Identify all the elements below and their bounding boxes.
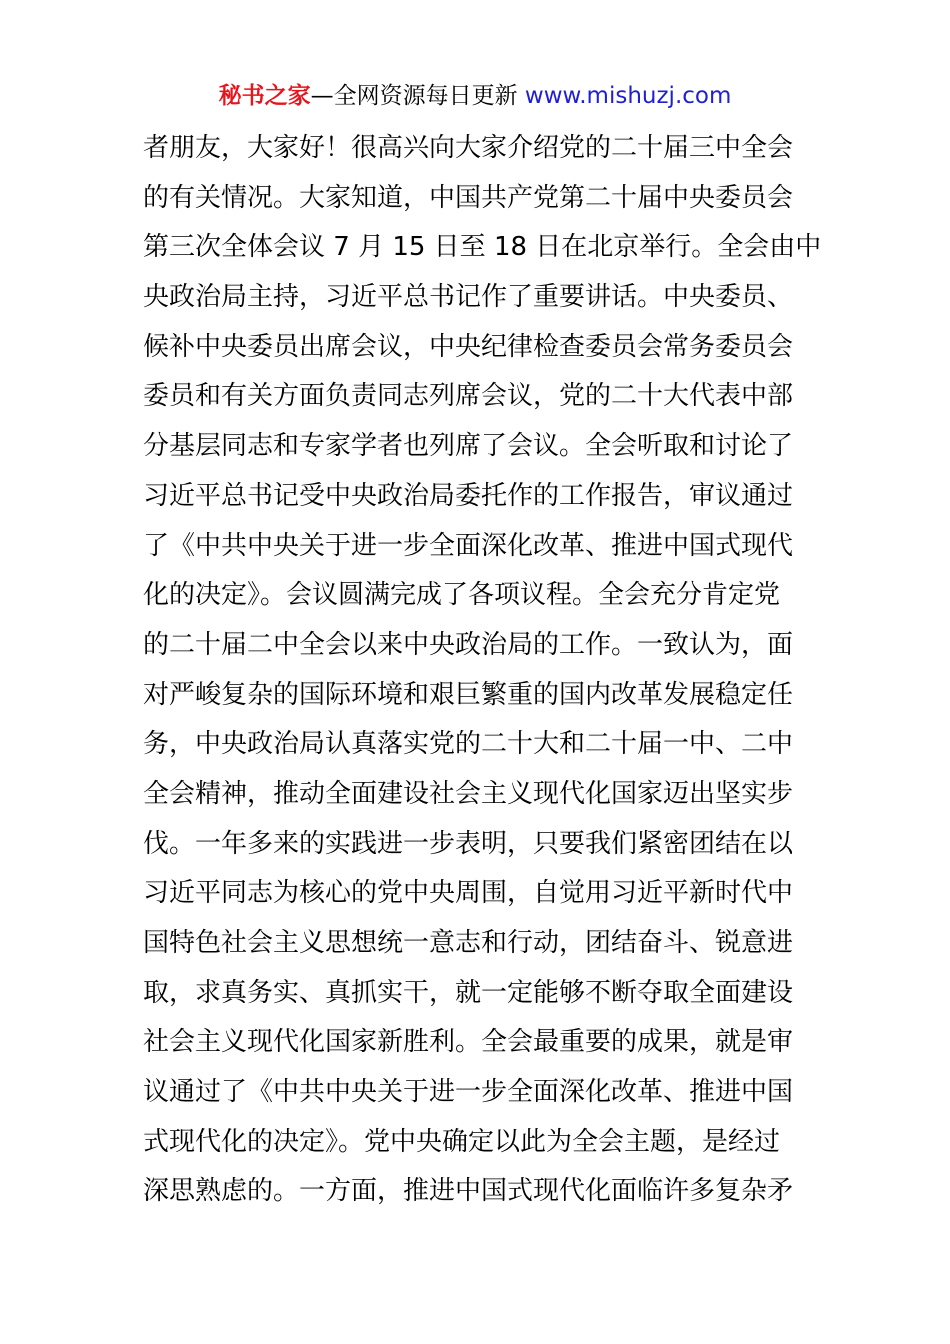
- text-line: 国特色社会主义思想统一意志和行动，团结奋斗、锐意进: [143, 928, 794, 958]
- text-line: 全会精神，推动全面建设社会主义现代化国家迈出坚实步: [143, 778, 794, 809]
- text-line: 化的决定》。会议圆满完成了各项议程。全会充分肯定党: [143, 580, 781, 611]
- text-line: 的有关情况。大家知道，中国共产党第二十届中央委员会: [143, 182, 794, 213]
- text-line: 委员和有关方面负责同志列席会议，党的二十大代表中部: [143, 381, 794, 412]
- text-line: 务，中央政治局认真落实党的二十大和二十届一中、二中: [143, 729, 794, 760]
- header-tagline: —全网资源每日更新: [310, 83, 518, 109]
- text-line: 了《中共中央关于进一步全面深化改革、推进中国式现代: [143, 530, 794, 561]
- text-line: 深思熟虑的。一方面，推进中国式现代化面临许多复杂矛: [143, 1176, 794, 1207]
- text-line: 分基层同志和专家学者也列席了会议。全会听取和讨论了: [143, 431, 794, 462]
- text-line: 式现代化的决定》。党中央确定以此为全会主题，是经过: [143, 1126, 781, 1157]
- text-line: 习近平总书记受中央政治局委托作的工作报告，审议通过: [143, 480, 794, 511]
- text-line: 社会主义现代化国家新胜利。全会最重要的成果，就是审: [143, 1027, 794, 1058]
- text-line: 习近平同志为核心的党中央周围，自觉用习近平新时代中: [143, 878, 794, 909]
- website-link[interactable]: www.mishuzj.com: [524, 83, 732, 109]
- document-body: [143, 124, 822, 1217]
- text-line: 的二十届二中全会以来中央政治局的工作。一致认为，面: [143, 629, 794, 660]
- text-line: 第三次全体会议 7 月 15 日至 18 日在北京举行。全会由中: [143, 232, 822, 263]
- text-line: 议通过了《中共中央关于进一步全面深化改革、推进中国: [143, 1077, 794, 1108]
- text-line: 取，求真务实、真抓实干，就一定能够不断夺取全面建设: [143, 977, 794, 1008]
- page-header: [0, 80, 950, 112]
- text-line: 伐。一年多来的实践进一步表明，只要我们紧密团结在以: [143, 828, 794, 859]
- text-line: 候补中央委员出席会议，中央纪律检查委员会常务委员会: [143, 331, 794, 362]
- text-line: 者朋友，大家好！很高兴向大家介绍党的二十届三中全会: [143, 133, 794, 163]
- text-line: 对严峻复杂的国际环境和艰巨繁重的国内改革发展稳定任: [143, 679, 794, 710]
- brand-name: 秘书之家: [218, 83, 311, 109]
- text-line: 央政治局主持，习近平总书记作了重要讲话。中央委员、: [143, 282, 794, 313]
